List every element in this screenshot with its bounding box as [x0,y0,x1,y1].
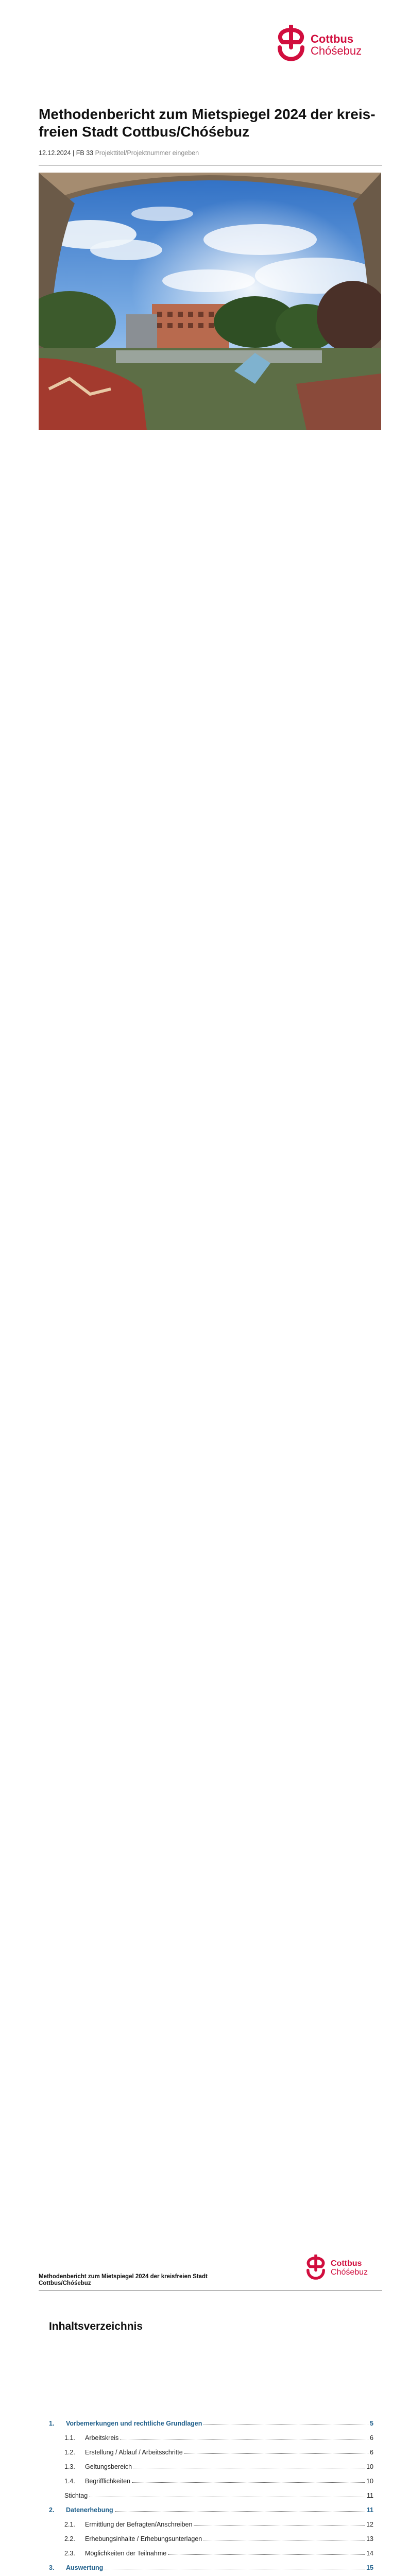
logo-text-cottbus: Cottbus [331,2259,362,2268]
toc-entry[interactable] [49,2413,373,2427]
toc-entry[interactable] [49,2427,373,2442]
toc-entry-page: 6 [370,2449,373,2456]
toc-entry[interactable] [49,2528,373,2543]
running-header-title: Methodenbericht zum Mietspiegel 2024 der kreisfreien Stadt Cottbus/Chóśebuz [39,2274,208,2287]
toc-entry-page: 12 [366,2521,373,2528]
toc-entry[interactable] [49,2442,373,2456]
toc-entry-title: Möglichkeiten der Teilnahme [85,2550,167,2557]
toc-entry-page: 6 [370,2434,373,2442]
toc-entry-number: 2.3. [64,2550,75,2557]
impressum-page [0,606,409,1133]
toc-entry-title: Geltungsbereich [85,2463,132,2470]
toc-dot-leader [168,2554,365,2555]
toc-entry-page: 10 [366,2463,373,2470]
toc-heading: Inhaltsverzeichnis [49,2320,143,2332]
toc-entry-number: 1.3. [64,2463,75,2470]
document-title: Methodenbericht zum Mietspiegel 2024 der kreis-freien Stadt Cottbus/Chóśebuz [39,106,376,140]
document-meta [39,149,199,157]
document-date: 12.12.2024 | FB 33 [39,149,94,157]
toc-entry-number: 1. [49,2420,55,2427]
toc-entry-title: Arbeitskreis [85,2434,119,2442]
toc-entry-number: 1.4. [64,2478,75,2485]
toc-entry[interactable] [49,2571,373,2576]
cover-photo [39,173,381,430]
toc-entry-page: 5 [370,2420,373,2427]
toc-entry-page: 11 [366,2506,373,2514]
toc-entry-page: 13 [366,2535,373,2543]
toc-entry[interactable] [49,2557,373,2571]
toc-entry-number: 1.2. [64,2449,75,2456]
toc-entry-title: Auswertung [66,2564,104,2571]
toc-page [0,1133,409,2571]
table-of-contents [49,2413,373,2576]
toc-entry-number: 3. [49,2564,55,2571]
toc-entry-title: Begrifflichkeiten [85,2478,131,2485]
cottbus-logo-small [305,2255,368,2282]
toc-entry-page: 11 [367,2492,373,2499]
toc-entry-number: 2. [49,2506,55,2514]
toc-entry[interactable] [64,2485,373,2499]
toc-entry-title: Erhebungsinhalte / Erhebungsunterlagen [85,2535,202,2543]
toc-entry-page: 14 [366,2550,373,2557]
toc-entry-title: Erstellung / Ablauf / Arbeitsschritte [85,2449,183,2456]
toc-entry-title: Stichtag [64,2492,88,2499]
cover-page [0,0,409,606]
logo-text-cottbus: Cottbus [311,32,354,45]
toc-entry-title: Datenerhebung [66,2506,113,2514]
toc-dot-leader [184,2453,368,2454]
toc-entry-number: 1.1. [64,2434,75,2442]
toc-dot-leader [132,2482,365,2483]
toc-entry-page: 10 [366,2478,373,2485]
toc-entry-number: 2.2. [64,2535,75,2543]
logo-text-chosebuz: Chóśebuz [311,44,362,57]
toc-entry[interactable] [49,2514,373,2528]
cottbus-logo [276,25,362,65]
logo-text-chosebuz: Chóśebuz [331,2268,368,2277]
toc-entry-page: 15 [366,2564,373,2571]
toc-dot-leader [115,2511,365,2512]
toc-entry[interactable] [49,2470,373,2485]
toc-entry-title: Vorbemerkungen und rechtliche Grundlagen [66,2420,202,2427]
toc-entry-number: 2.1. [64,2521,75,2528]
toc-entry[interactable] [49,2456,373,2470]
toc-entry[interactable] [49,2543,373,2557]
cottbus-emblem-icon [305,2255,327,2282]
toc-entry[interactable] [49,2499,373,2514]
toc-entry-title: Ermittlung der Befragten/Anschreiben [85,2521,193,2528]
cottbus-emblem-icon [276,25,306,65]
project-placeholder: Projekttitel/Projektnummer eingeben [95,149,199,157]
